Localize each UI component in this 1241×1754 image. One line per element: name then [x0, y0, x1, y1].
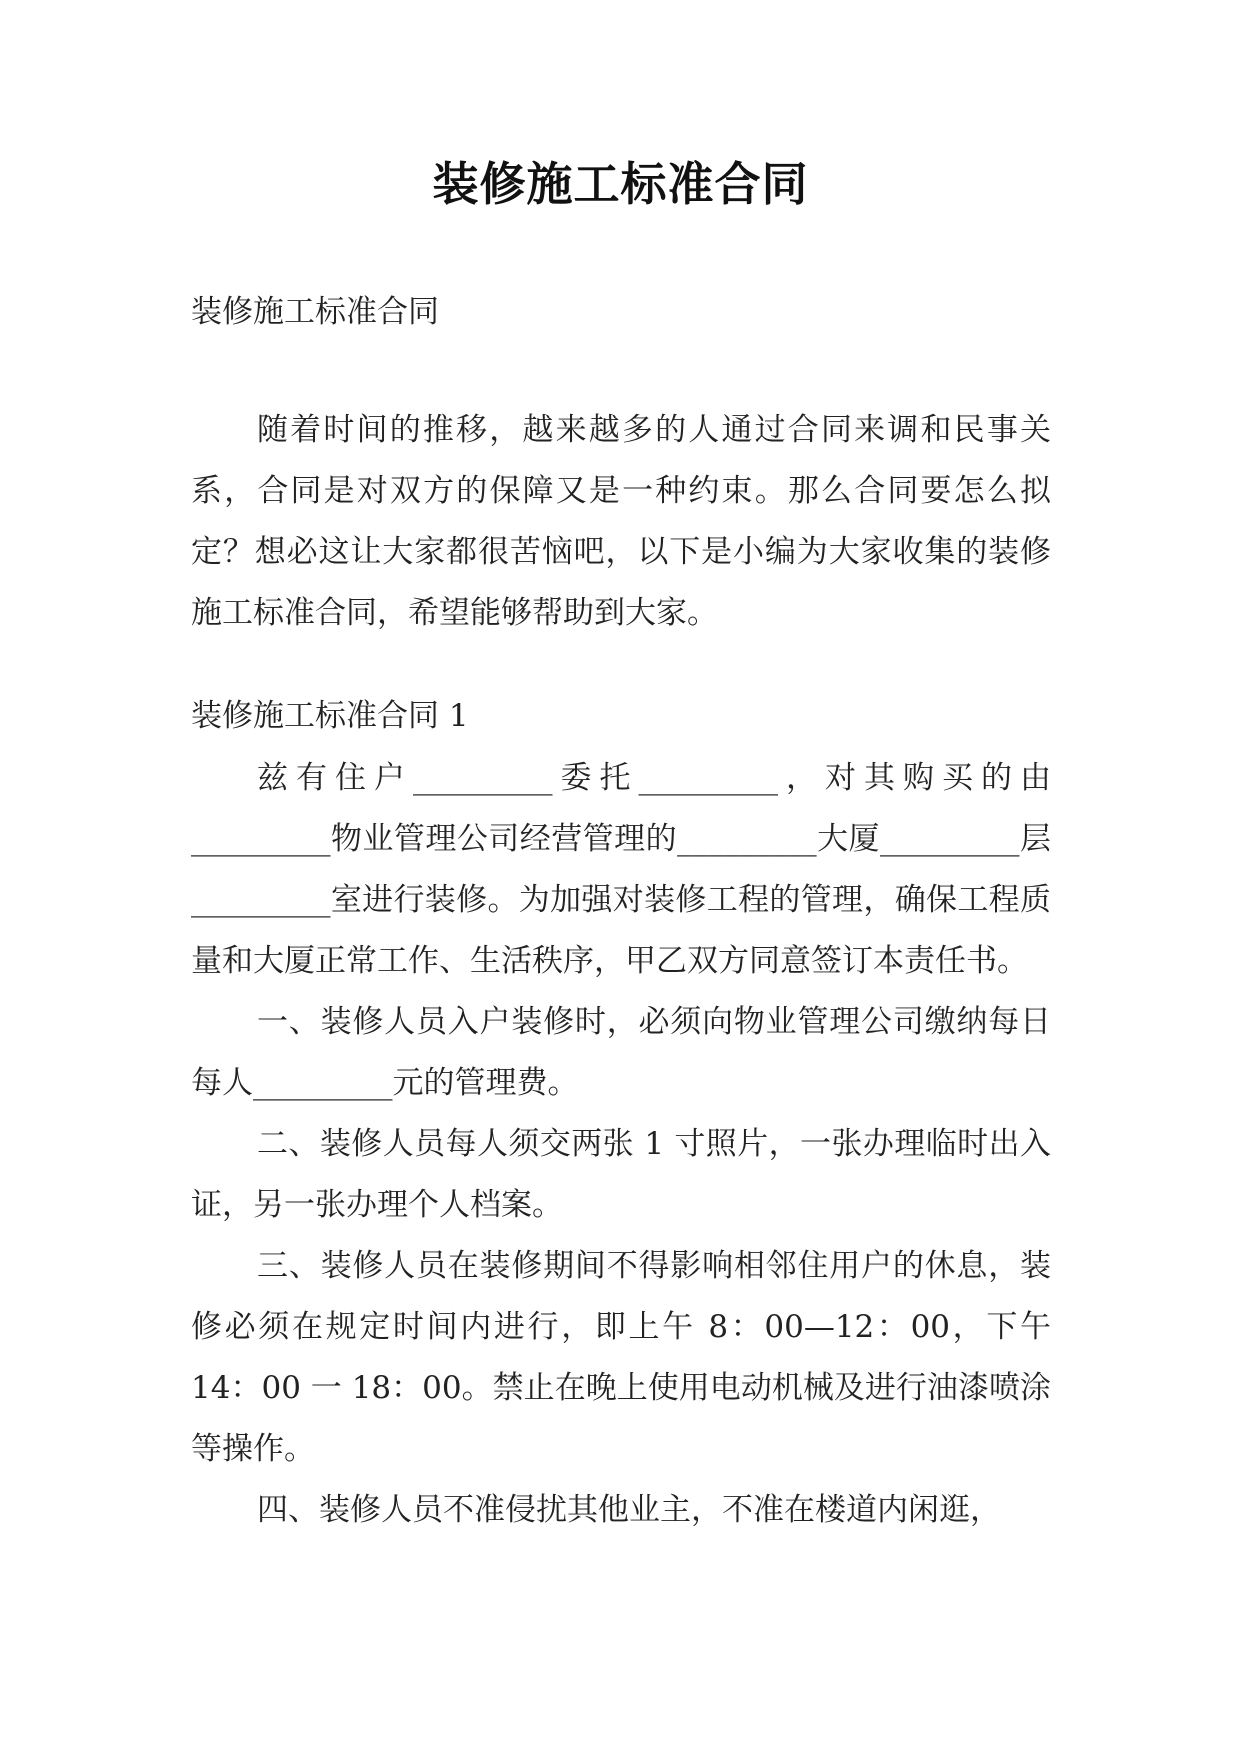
contract-paragraph-3: 三、装修人员在装修期间不得影响相邻住用户的休息，装修必须在规定时间内进行，即上午 8：00—12：00，下午 14：00 一 18：00。禁止在晚上使用电动机械及进行油漆喷涂等操作。	[191, 1248, 1051, 1467]
contract-body	[191, 748, 1051, 1541]
section-heading: 装修施工标准合同 1	[191, 698, 469, 734]
contract-paragraph-2: 二、装修人员每人须交两张 1 寸照片，一张办理临时出入证，另一张办理个人档案。	[191, 1126, 1051, 1223]
contract-paragraph-preamble: 兹有住户_________委托_________，对其购买的由_________物业管理公司经营管理的_________大厦_________层_________室进行装修。为加强对装修工程的管理，确保工程质量和大厦正常工作、生活秩序，甲乙双方同意签订本责任书。	[191, 760, 1051, 979]
document-title: 装修施工标准合同	[432, 157, 809, 211]
contract-paragraph-4: 四、装修人员不准侵扰其他业主，不准在楼道内闲逛，	[257, 1492, 1001, 1528]
document-subtitle: 装修施工标准合同	[191, 294, 439, 330]
intro-paragraph: 随着时间的推移，越来越多的人通过合同来调和民事关系，合同是对双方的保障又是一种约束。那么合同要怎么拟定？想必这让大家都很苦恼吧，以下是小编为大家收集的装修施工标准合同，希望能够帮助到大家。	[191, 412, 1051, 631]
contract-paragraph-1: 一、装修人员入户装修时，必须向物业管理公司缴纳每日每人_________元的管理费。	[191, 1004, 1051, 1101]
